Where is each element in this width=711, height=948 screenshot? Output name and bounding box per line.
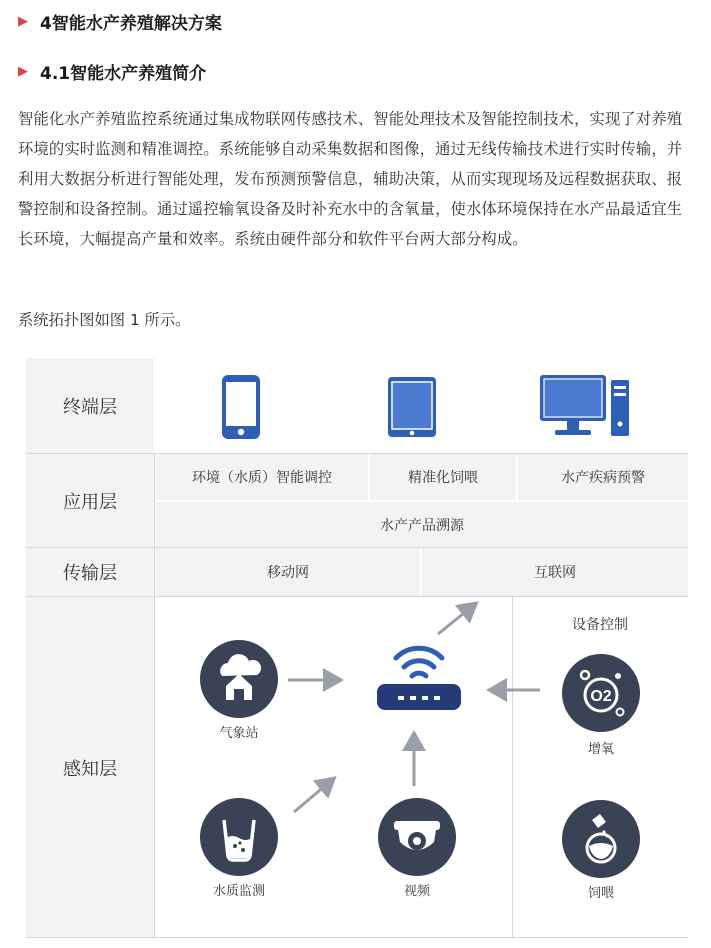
app-item-environment: 环境（水质）智能调控	[156, 454, 368, 500]
subsection-title: 4.1智能水产养殖简介	[40, 64, 207, 84]
app-item-traceability: 水产产品溯源	[156, 502, 688, 547]
flow-arrows	[26, 358, 688, 938]
layer-application: 应用层	[26, 454, 154, 547]
intro-paragraph: 智能化水产养殖监控系统通过集成物联网传感技术、智能处理技术及智能控制技术，实现了对养殖环境的实时监测和精准调控。系统能够自动采集数据和图像，通过无线传输技术进行实时传输，并利用大数据分析进行智能处理，发布预测预警信息，辅助决策，从而实现现场及远程数据获取、报警控制和设备控制。通过遥控输氧设备及时补充水中的含氧量，使水体环境保持在水产品最适宜生长环境，大幅提高产量和效率。系统由硬件部分和软件平台两大部分构成。	[18, 110, 683, 248]
weather-station-label: 气象站	[219, 726, 259, 741]
oxygen-label: 增氧	[587, 742, 614, 757]
video-label: 视频	[403, 884, 430, 899]
feeding-label: 饲喂	[587, 886, 614, 901]
arrow-water-to-router	[294, 780, 332, 812]
water-quality-label: 水质监测	[212, 884, 265, 899]
layer-perception: 感知层	[26, 597, 154, 938]
heading-marker-icon: ▶	[18, 14, 28, 29]
layer-terminal: 终端层	[26, 358, 154, 453]
arrow-router-to-transport	[438, 605, 474, 634]
subsection-heading	[18, 59, 206, 84]
figure-caption: 系统拓扑图如图 1 所示。	[18, 311, 191, 329]
heading-marker-icon: ▶	[18, 64, 28, 79]
app-item-disease: 水产疾病预警	[518, 454, 688, 500]
section-title: 4智能水产养殖解决方案	[40, 14, 222, 34]
transport-internet: 互联网	[422, 548, 688, 596]
layer-transport: 传输层	[26, 548, 154, 596]
app-item-feeding: 精准化饲喂	[370, 454, 516, 500]
transport-mobile: 移动网	[156, 548, 420, 596]
topology-diagram	[26, 358, 688, 938]
section-heading	[18, 9, 222, 34]
oxygen-symbol: O2	[590, 688, 612, 705]
device-control-title: 设备控制	[572, 617, 628, 633]
